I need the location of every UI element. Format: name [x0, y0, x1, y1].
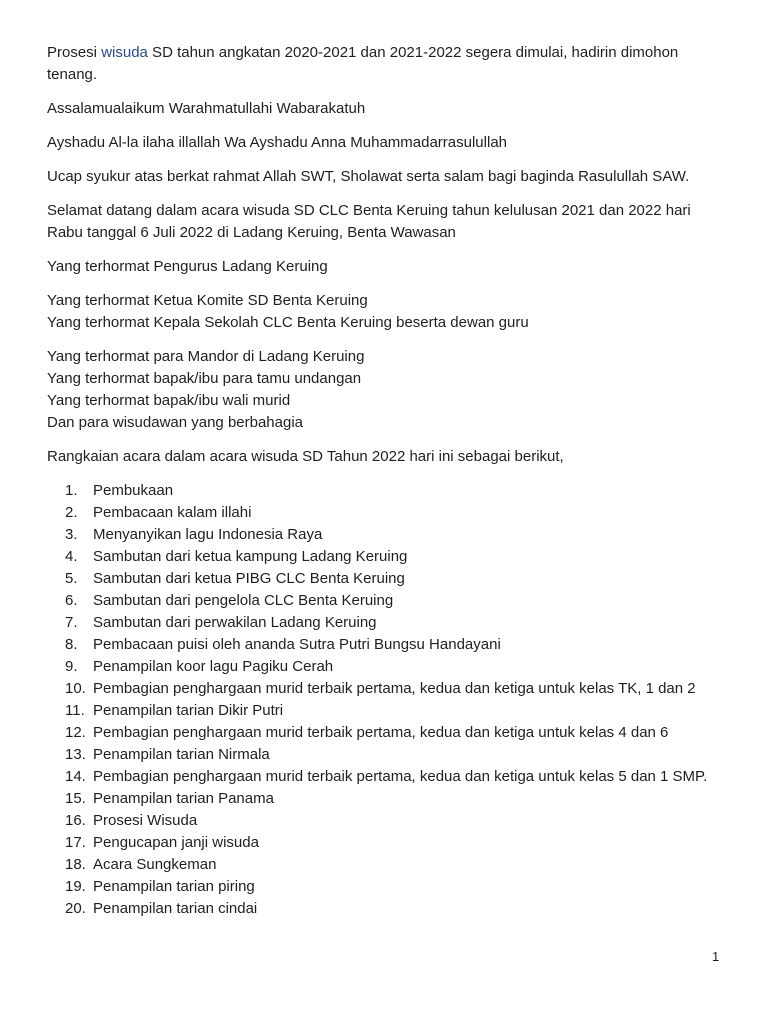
agenda-item-number: 18.: [65, 856, 86, 873]
agenda-item-number: 6.: [65, 592, 78, 609]
agenda-item-number-cell: [47, 722, 93, 744]
agenda-item-number-cell: [47, 700, 93, 722]
agenda-item-number: 14.: [65, 768, 86, 785]
agenda-item-number: 10.: [65, 680, 86, 697]
honorific-line: Yang terhormat Pengurus Ladang Keruing: [47, 258, 328, 275]
agenda-item-text: Sambutan dari perwakilan Ladang Keruing: [93, 614, 377, 631]
agenda-item-number: 17.: [65, 834, 86, 851]
agenda-list: [47, 480, 727, 920]
agenda-item-number-cell: [47, 766, 93, 788]
agenda-item-text: Menyanyikan lagu Indonesia Raya: [93, 526, 323, 543]
agenda-item-number-cell: [47, 524, 93, 546]
agenda-item-text: Acara Sungkeman: [93, 856, 217, 873]
agenda-item-number-cell: [47, 788, 93, 810]
agenda-item-number: 11.: [65, 702, 85, 719]
agenda-item-text: Pembagian penghargaan murid terbaik pertama, kedua dan ketiga untuk kelas 4 dan 6: [93, 724, 669, 741]
agenda-item: [47, 502, 727, 524]
agenda-item: [47, 788, 727, 810]
agenda-item-number-cell: [47, 612, 93, 634]
honorific-line: Yang terhormat para Mandor di Ladang Keruing: [47, 348, 365, 365]
agenda-item: [47, 810, 727, 832]
agenda-item-number-cell: [47, 744, 93, 766]
greeting-paragraph: Assalamualaikum Warahmatullahi Wabarakatuh: [47, 100, 366, 117]
agenda-item: [47, 568, 727, 590]
agenda-item: [47, 634, 727, 656]
agenda-item-number-cell: [47, 546, 93, 568]
welcome-paragraph: Selamat datang dalam acara wisuda SD CLC Benta Keruing tahun kelulusan 2021 dan 2022 hari Rabu tanggal 6 Juli 2022 di Ladang Keruing, Benta Wawasan: [47, 202, 691, 241]
agenda-item: [47, 480, 727, 502]
agenda-item-text: Pembagian penghargaan murid terbaik pertama, kedua dan ketiga untuk kelas TK, 1 dan 2: [93, 680, 696, 697]
agenda-item-number-cell: [47, 502, 93, 524]
agenda-item-text: Penampilan tarian piring: [93, 878, 255, 895]
agenda-item-text: Penampilan tarian Nirmala: [93, 746, 270, 763]
document-page: [47, 42, 727, 920]
wisuda-link[interactable]: wisuda: [101, 44, 148, 61]
agenda-item-text: Sambutan dari ketua PIBG CLC Benta Keruing: [93, 570, 405, 587]
gratitude-paragraph: Ucap syukur atas berkat rahmat Allah SWT, Sholawat serta salam bagi baginda Rasulullah SAW.: [47, 168, 690, 185]
intro-text-end: SD tahun angkatan 2020-2021 dan 2021-2022 segera dimulai, hadirin dimohon tenang.: [47, 44, 679, 83]
honorific-line: Dan para wisudawan yang berbahagia: [47, 414, 304, 431]
agenda-item-text: Pembukaan: [93, 482, 174, 499]
agenda-item-number: 2.: [65, 504, 78, 521]
agenda-item-number-cell: [47, 634, 93, 656]
agenda-item-number-cell: [47, 854, 93, 876]
agenda-item: [47, 832, 727, 854]
agenda-item-text: Pembacaan kalam illahi: [93, 504, 252, 521]
honorific-line: Yang terhormat bapak/ibu wali murid: [47, 392, 291, 409]
honorifics-group-2: [47, 290, 727, 334]
agenda-item-text: Prosesi Wisuda: [93, 812, 198, 829]
agenda-item-number: 1.: [65, 482, 78, 499]
intro-text-start: Prosesi: [47, 44, 102, 61]
agenda-item: [47, 612, 727, 634]
agenda-item: [47, 744, 727, 766]
honorifics-group-3: [47, 346, 727, 434]
agenda-item-number-cell: [47, 876, 93, 898]
agenda-item-number: 9.: [65, 658, 78, 675]
agenda-item-number-cell: [47, 810, 93, 832]
agenda-item-text: Penampilan tarian cindai: [93, 900, 258, 917]
agenda-item-number: 3.: [65, 526, 78, 543]
agenda-item: [47, 854, 727, 876]
agenda-item-number: 13.: [65, 746, 86, 763]
agenda-item-number-cell: [47, 590, 93, 612]
agenda-item-text: Penampilan tarian Dikir Putri: [93, 702, 284, 719]
agenda-item-number: 20.: [65, 900, 86, 917]
agenda-item-number-cell: [47, 678, 93, 700]
agenda-item-number: 4.: [65, 548, 78, 565]
agenda-item-text: Sambutan dari ketua kampung Ladang Keruing: [93, 548, 408, 565]
agenda-item-number: 19.: [65, 878, 86, 895]
agenda-item-text: Sambutan dari pengelola CLC Benta Keruing: [93, 592, 394, 609]
agenda-item: [47, 678, 727, 700]
agenda-item: [47, 656, 727, 678]
agenda-item-number-cell: [47, 898, 93, 920]
agenda-item-number-cell: [47, 568, 93, 590]
agenda-intro: Rangkaian acara dalam acara wisuda SD Tahun 2022 hari ini sebagai berikut,: [47, 448, 564, 465]
agenda-item-number: 12.: [65, 724, 86, 741]
honorific-line: Yang terhormat bapak/ibu para tamu undangan: [47, 370, 362, 387]
honorific-line: Yang terhormat Kepala Sekolah CLC Benta Keruing beserta dewan guru: [47, 314, 529, 331]
agenda-item-text: Pengucapan janji wisuda: [93, 834, 259, 851]
agenda-item: [47, 898, 727, 920]
shahada-paragraph: Ayshadu Al-la ilaha illallah Wa Ayshadu Anna Muhammadarrasulullah: [47, 134, 507, 151]
agenda-item: [47, 766, 727, 788]
agenda-item-number: 15.: [65, 790, 86, 807]
agenda-item-text: Pembacaan puisi oleh ananda Sutra Putri Bungsu Handayani: [93, 636, 501, 653]
agenda-item-text: Penampilan tarian Panama: [93, 790, 274, 807]
agenda-item: [47, 700, 727, 722]
honorifics-group-1: [47, 256, 727, 278]
agenda-item-text: Penampilan koor lagu Pagiku Cerah: [93, 658, 334, 675]
agenda-item-number: 8.: [65, 636, 78, 653]
intro-paragraph: [47, 42, 727, 86]
agenda-item-number: 5.: [65, 570, 78, 587]
agenda-item-text: Pembagian penghargaan murid terbaik pertama, kedua dan ketiga untuk kelas 5 dan 1 SMP.: [93, 768, 708, 785]
agenda-item: [47, 524, 727, 546]
agenda-item-number: 16.: [65, 812, 86, 829]
agenda-item-number-cell: [47, 832, 93, 854]
agenda-item: [47, 722, 727, 744]
agenda-item: [47, 590, 727, 612]
agenda-item: [47, 546, 727, 568]
honorific-line: Yang terhormat Ketua Komite SD Benta Keruing: [47, 292, 368, 309]
page-number: 1: [712, 949, 720, 964]
agenda-item-number-cell: [47, 656, 93, 678]
agenda-item-number-cell: [47, 480, 93, 502]
agenda-item-number: 7.: [65, 614, 78, 631]
agenda-item: [47, 876, 727, 898]
